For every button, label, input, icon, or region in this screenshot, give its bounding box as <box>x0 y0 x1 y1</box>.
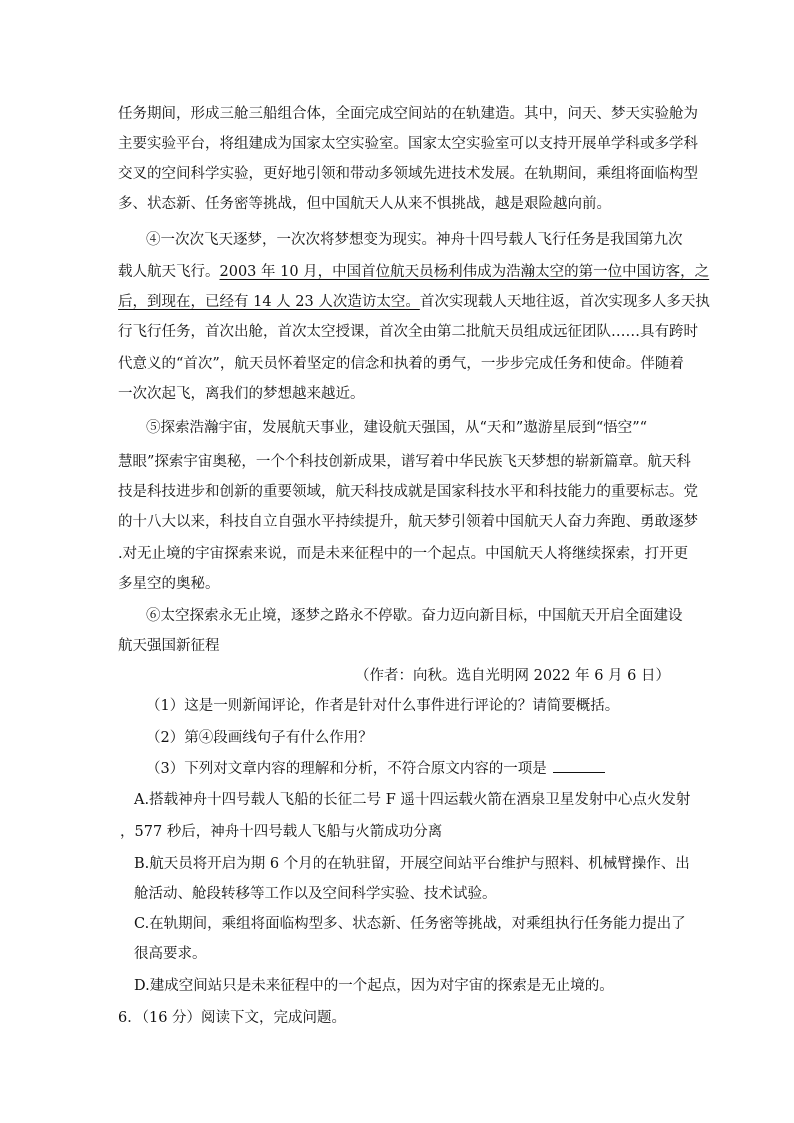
paragraph-5-line-2: 慧眼”探索宇宙奥秘，一个个科技创新成果，谱写着中华民族飞天梦想的崭新篇章。航天科 <box>118 454 691 470</box>
paragraph-5-line-4: 的十八大以来，科技自立自强水平持续提升，航天梦引领着中国航天人奋力奔跑、勇敢逐梦 <box>118 514 698 530</box>
paragraph-3-line-1: 任务期间，形成三舱三船组合体，全面完成空间站的在轨建造。其中，问天、梦天实验舱为 <box>118 106 698 122</box>
answer-blank[interactable] <box>553 758 605 773</box>
paragraph-4-line-2 <box>118 262 710 282</box>
question-1: （1）这是一则新闻评论，作者是针对什么事件进行评论的？请简要概括。 <box>146 698 620 714</box>
paragraph-4-text: 首次实现载人天地往返，首次实现多人多天执 <box>419 294 710 310</box>
paragraph-5-line-3: 技是科技进步和创新的重要领域，航天科技成就是国家科技水平和科技能力的重要标志。党 <box>118 484 698 500</box>
option-c-line-1: C.在轨期间，乘组将面临构型多、状态新、任务密等挑战，对乘组执行任务能力提出了 <box>134 916 686 932</box>
next-question-heading: 6．（16 分）阅读下文，完成问题。 <box>118 1010 347 1026</box>
paragraph-4-line-3 <box>118 292 710 312</box>
question-3 <box>146 758 706 778</box>
paragraph-6-line-2: 航天强国新征程 <box>118 638 220 654</box>
paragraph-4-line-6: 一次次起飞，离我们的梦想越来越近。 <box>118 386 365 402</box>
underlined-sentence-end: 后，到现在，已经有 14 人 23 人次造访太空。 <box>118 294 420 310</box>
option-b-line-2: 舱活动、舱段转移等工作以及空间科学实验、技术试验。 <box>134 886 497 902</box>
source-citation: （作者：向秋。选自光明网 2022 年 6 月 6 日） <box>354 668 670 684</box>
option-b-line-1: B.航天员将开启为期 6 个月的在轨驻留，开展空间站平台维护与照料、机械臂操作、出 <box>134 856 690 872</box>
question-3-text: （3）下列对文章内容的理解和分析，不符合原文内容的一项是 <box>146 761 547 777</box>
question-2: （2）第④段画线句子有什么作用？ <box>146 730 373 746</box>
paragraph-4-line-4: 行飞行任务，首次出舱，首次太空授课，首次全由第二批航天员组成远征团队……具有跨时 <box>118 324 698 340</box>
option-d: D.建成空间站只是未来征程中的一个起点，因为对宇宙的探索是无止境的。 <box>134 978 614 994</box>
paragraph-4-line-1: ④一次次飞天逐梦，一次次将梦想变为现实。神舟十四号载人飞行任务是我国第九次 <box>146 232 683 248</box>
paragraph-3-line-4: 多、状态新、任务密等挑战，但中国航天人从来不惧挑战，越是艰险越向前。 <box>118 196 611 212</box>
option-a-line-2: ，577 秒后，神舟十四号载人飞船与火箭成功分离 <box>120 824 443 840</box>
underlined-sentence: 2003 年 10 月，中国首位航天员杨利伟成为浩瀚太空的第一位中国访客，之 <box>219 264 710 280</box>
paragraph-5-line-1: ⑤探索浩瀚宇宙，发展航天事业，建设航天强国，从“天和”遨游星辰到“悟空”“ <box>146 420 648 436</box>
paragraph-3-line-2: 主要实验平台，将组建成为国家太空实验室。国家太空实验室可以支持开展单学科或多学科 <box>118 136 698 152</box>
paragraph-3-line-3: 交叉的空间科学实验，更好地引领和带动多领域先进技术发展。在轨期间，乘组将面临构型 <box>118 166 698 182</box>
paragraph-6-line-1: ⑥太空探索永无止境，逐梦之路永不停歇。奋力迈向新目标，中国航天开启全面建设 <box>146 608 683 624</box>
paragraph-5-line-5: .对无止境的宇宙探索来说，而是未来征程中的一个起点。中国航天人将继续探索，打开更 <box>118 546 689 562</box>
option-a-line-1: A.搭载神舟十四号载人飞船的长征二号 F 遥十四运载火箭在酒泉卫星发射中心点火发射 <box>134 792 691 808</box>
paragraph-4-line-5: 代意义的“首次”，航天员怀着坚定的信念和执着的勇气，一步步完成任务和使命。伴随着 <box>118 356 684 372</box>
paragraph-4-text: 载人航天飞行。 <box>118 264 220 280</box>
paragraph-5-line-6: 多星空的奥秘。 <box>118 576 220 592</box>
option-c-line-2: 很高要求。 <box>134 946 207 962</box>
